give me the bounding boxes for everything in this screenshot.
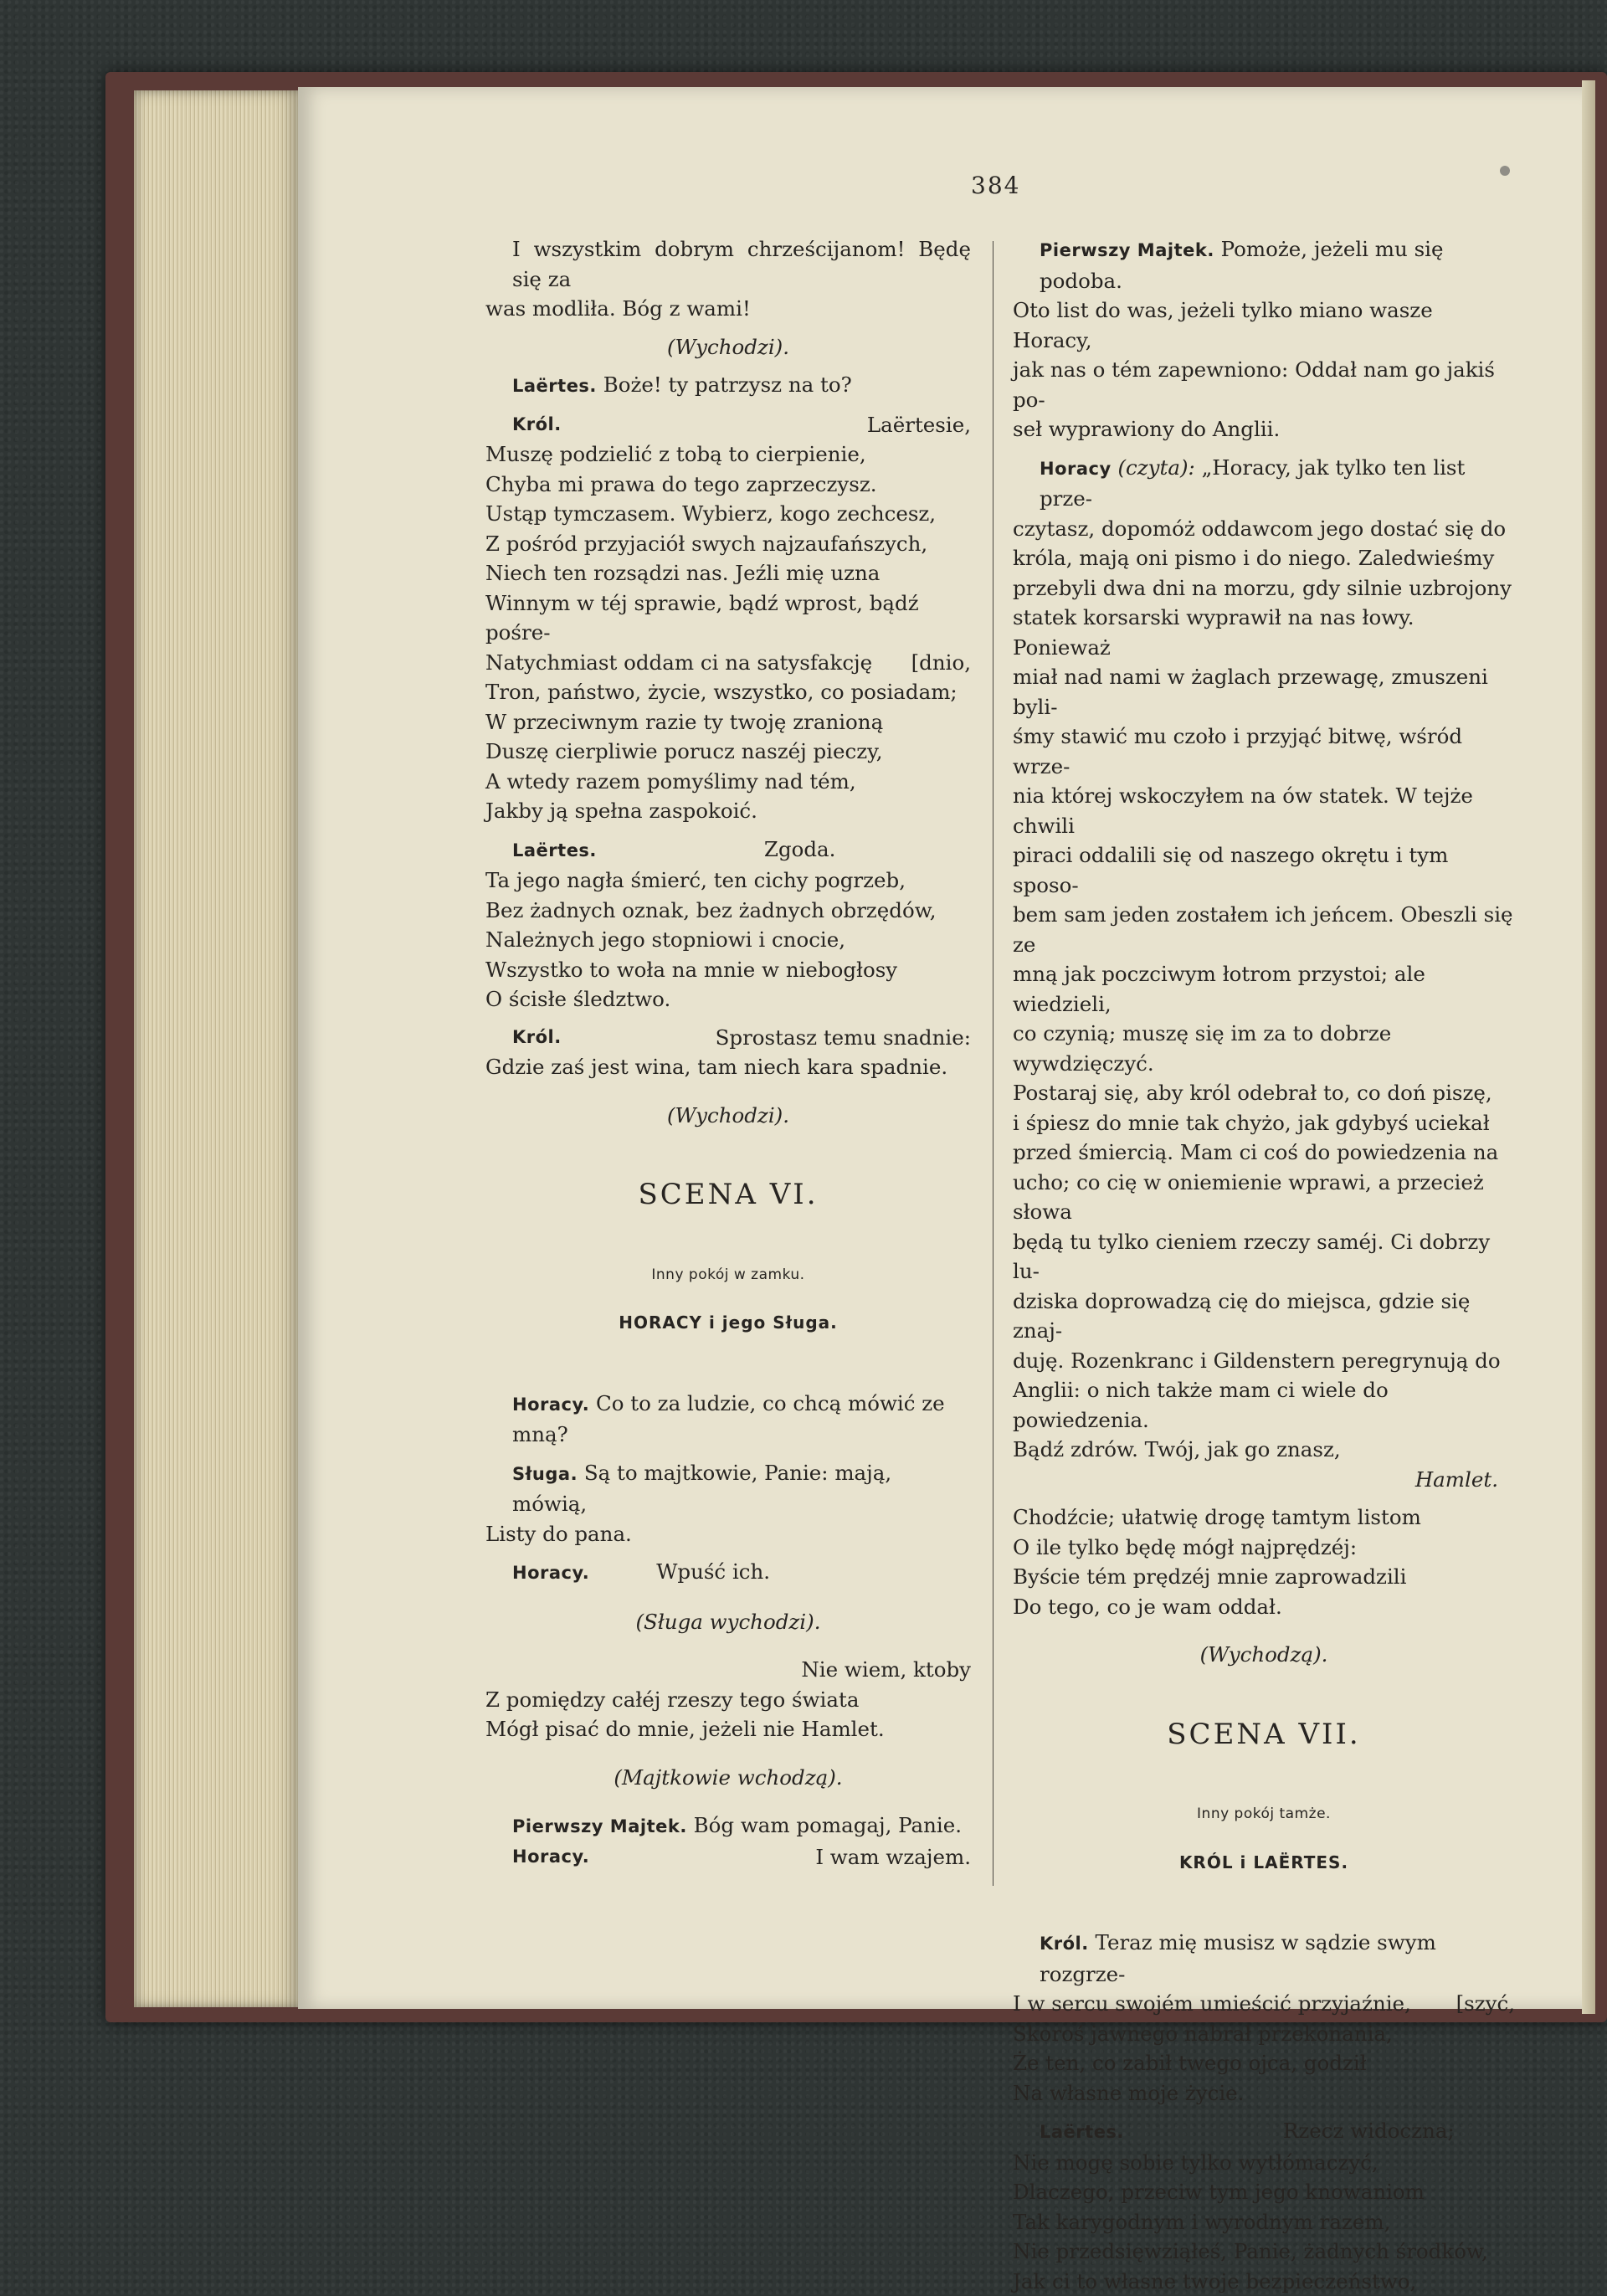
speaker-name: Pierwszy Majtek. xyxy=(512,1816,687,1836)
left-column xyxy=(485,234,971,1872)
page-edges xyxy=(134,90,301,2007)
prose-line: seł wyprawiony do Anglii. xyxy=(1013,414,1515,444)
speaker-name: Król. xyxy=(512,1023,562,1053)
verse-line: Nie mogę sobie tylko wytłómaczyć, xyxy=(1013,2148,1515,2178)
verse-line: Byście tém prędzéj mnie zaprowadzili xyxy=(1013,1562,1515,1592)
prose-line: bem sam jeden zostałem ich jeńcem. Obeszli się ze xyxy=(1013,900,1515,959)
verse-line: Niech ten rozsądzi nas. Jeźli mię uzna xyxy=(485,558,971,588)
verse-line: Chyba mi prawa do tego zaprzeczysz. xyxy=(485,470,971,500)
stage-direction: (Majtkowie wchodzą). xyxy=(485,1763,971,1793)
prose-line: Anglii: o nich także mam ci wiele do powiedzenia. xyxy=(1013,1375,1515,1435)
prose-line: miał nad nami w żaglach przewagę, zmuszeni byli- xyxy=(1013,662,1515,722)
stage-direction: (czyta): xyxy=(1117,455,1194,480)
speaker-name: Horacy xyxy=(1040,459,1112,479)
verse-line: O ile tylko będę mógł najprędzéj: xyxy=(1013,1533,1515,1563)
verse-line: Gdzie zaś jest wina, tam niech kara spadnie. xyxy=(485,1052,971,1082)
scene-characters: HORACY i jego Sługa. xyxy=(485,1308,971,1338)
speech-line xyxy=(485,370,971,402)
speaker-name: Laërtes. xyxy=(512,376,597,396)
prose-line: dziska doprowadzą cię do miejsca, gdzie się znaj- xyxy=(1013,1287,1515,1346)
speaker-name: Pierwszy Majtek. xyxy=(1040,240,1214,260)
letter-signature: Hamlet. xyxy=(1013,1465,1515,1495)
right-column xyxy=(1013,234,1515,2296)
speaker-name: Horacy. xyxy=(512,1842,589,1872)
verse-line: Że ten, co zabił twego ojca, godził xyxy=(1013,2048,1515,2078)
verse-line: Winnym w téj sprawie, bądź wprost, bądź pośre- xyxy=(485,588,971,648)
verse-line: Jakby ją spełna zaspokoić. xyxy=(485,796,971,826)
speaker-name: Laërtes. xyxy=(512,840,597,860)
speech-line xyxy=(1013,234,1515,295)
speaker-name: Laërtes. xyxy=(1040,2122,1124,2142)
speech-line xyxy=(485,410,971,440)
prose-line: jak nas o tém zapewniono: Oddał nam go jakiś po- xyxy=(1013,355,1515,414)
speech-line xyxy=(485,1458,971,1519)
verse-line: Chodźcie; ułatwię drogę tamtym listom xyxy=(1013,1502,1515,1533)
stage-direction: (Wychodzą). xyxy=(1013,1640,1515,1670)
verse-line: Muszę podzielić z tobą to cierpienie, xyxy=(485,439,971,470)
speech-text: Bóg wam pomagaj, Panie. xyxy=(694,1813,962,1837)
verse-block xyxy=(485,439,971,826)
verse-line: Tron, państwo, życie, wszystko, co posiadam; xyxy=(485,677,971,707)
verse-line: Tak karygodnym i wyrodnym razem, xyxy=(1013,2207,1515,2237)
prose-line: Oto list do was, jeżeli tylko miano wasze Horacy, xyxy=(1013,295,1515,355)
prose-line: będą tu tylko cieniem rzeczy saméj. Ci dobrzy lu- xyxy=(1013,1227,1515,1287)
speech-text: Teraz mię musisz w sądzie swym rozgrze- xyxy=(1040,1930,1436,1986)
scene-heading: SCENA VI. xyxy=(485,1180,971,1210)
speech-line xyxy=(485,1811,971,1842)
prose-line: króla, mają oni pismo i do niego. Zaledwieśmy xyxy=(1013,543,1515,573)
speech-text: Są to majtkowie, Panie: mają, mówią, xyxy=(512,1461,891,1517)
speech-line xyxy=(1013,1928,1515,1989)
prose-line: przed śmiercią. Mam ci coś do powiedzenia na xyxy=(1013,1138,1515,1168)
prose-line: co czynią; muszę się im za to dobrze wywdzięczyć. xyxy=(1013,1019,1515,1078)
verse-line: Listy do pana. xyxy=(485,1519,971,1549)
verse-line: Duszę cierpliwie porucz naszéj pieczy, xyxy=(485,737,971,767)
prose-line: i śpiesz do mnie tak chyżo, jak gdybyś uciekał xyxy=(1013,1108,1515,1138)
verse-line: Należnych jego stopniowi i cnocie, xyxy=(485,925,971,955)
prose-line: mną jak poczciwym łotrom przystoi; ale wiedzieli, xyxy=(1013,959,1515,1019)
ink-spot xyxy=(1500,166,1510,176)
verse-text: I w sercu swojém umieścić przyjaźnie, xyxy=(1013,1991,1411,2016)
speech-text: I wam wzajem. xyxy=(815,1842,971,1872)
speech-line xyxy=(485,1023,971,1053)
prose-line: statek korsarski wyprawił na nas łowy. Ponieważ xyxy=(1013,603,1515,662)
verse-line: Wszystko to woła na mnie w niebogłosy xyxy=(485,955,971,985)
scene-characters: KRÓL i LAËRTES. xyxy=(1013,1848,1515,1878)
verse-line xyxy=(1013,1989,1515,2019)
speech-text: Boże! ty patrzysz na to? xyxy=(603,372,852,397)
bracket-continuation: [dnio, xyxy=(911,648,971,678)
stage-direction: (Wychodzi). xyxy=(485,332,971,362)
verse-text: Natychmiast oddam ci na satysfakcję xyxy=(485,650,872,675)
scene-heading: SCENA VII. xyxy=(1013,1720,1515,1750)
speaker-name: Król. xyxy=(512,410,562,440)
speech-line xyxy=(485,1389,971,1450)
speech-text: Laërtesie, xyxy=(867,410,971,440)
prose-line: czytasz, dopomóż oddawcom jego dostać się do xyxy=(1013,514,1515,544)
scene-location: Inny pokój w zamku. xyxy=(485,1261,971,1291)
prose-line: nia której wskoczyłem na ów statek. W tejże chwili xyxy=(1013,781,1515,840)
speech-text: Sprostasz temu snadnie: xyxy=(716,1023,971,1053)
stage-direction: (Wychodzi). xyxy=(485,1101,971,1131)
verse-line: Nie wiem, ktoby xyxy=(485,1655,971,1685)
verse-line: Ustąp tymczasem. Wybierz, kogo zechcesz, xyxy=(485,499,971,529)
speech-line xyxy=(485,1842,971,1872)
verse-line: Mógł pisać do mnie, jeżeli nie Hamlet. xyxy=(485,1714,971,1744)
speech-text: Rzecz widoczna; xyxy=(1283,2119,1455,2143)
speaker-name: Król. xyxy=(1040,1934,1089,1954)
verse-line: A wtedy razem pomyślimy nad tém, xyxy=(485,767,971,797)
speech-text: Zgoda. xyxy=(764,837,836,861)
text-line: I wszystkim dobrym chrześcijanom! Będę się za xyxy=(485,234,971,294)
verse-line: O ścisłe śledztwo. xyxy=(485,984,971,1014)
verse-line: Jak ci to własne twoje bezpieczeństwo, xyxy=(1013,2267,1515,2296)
prose-line: Bądź zdrów. Twój, jak go znasz, xyxy=(1013,1435,1515,1465)
verse-line: Skoroś jawnego nabrał przekonania, xyxy=(1013,2019,1515,2049)
prose-line: duję. Rozenkranc i Gildenstern peregrynują do xyxy=(1013,1346,1515,1376)
prose-line: śmy stawić mu czoło i przyjąć bitwę, wśród wrze- xyxy=(1013,722,1515,781)
page-right-edge xyxy=(1582,80,1595,2014)
speech-line xyxy=(1013,2116,1515,2148)
verse-line: Bez żadnych oznak, bez żadnych obrzędów, xyxy=(485,896,971,926)
text-line: was modliła. Bóg z wami! xyxy=(485,294,971,324)
prose-line: ucho; co cię w oniemienie wprawi, a przecież słowa xyxy=(1013,1168,1515,1227)
speech-line xyxy=(485,1557,971,1589)
verse-line: Na własne moje życie. xyxy=(1013,2078,1515,2109)
speaker-name: Horacy. xyxy=(512,1395,589,1415)
verse-line: W przeciwnym razie ty twoję zranioną xyxy=(485,707,971,737)
speech-text: Wpuść ich. xyxy=(656,1559,770,1584)
speech-line xyxy=(485,835,971,866)
prose-line: Postaraj się, aby król odebrał to, co doń piszę, xyxy=(1013,1078,1515,1108)
verse-line: Z pomiędzy całéj rzeszy tego świata xyxy=(485,1685,971,1715)
stage-direction: (Sługa wychodzi). xyxy=(485,1607,971,1637)
verse-line xyxy=(485,648,971,678)
bracket-continuation: [szyć, xyxy=(1456,1989,1515,2019)
page-number: 384 xyxy=(971,172,1020,199)
speech-text: Co to za ludzie, co chcą mówić ze mną? xyxy=(512,1391,945,1447)
prose-line: piraci oddalili się od naszego okrętu i tym sposo- xyxy=(1013,840,1515,900)
scene-location: Inny pokój tamże. xyxy=(1013,1800,1515,1830)
speech-text: „Horacy, jak tylko ten list prze- xyxy=(1040,455,1465,511)
prose-line: przebyli dwa dni na morzu, gdy silnie uzbrojony xyxy=(1013,573,1515,604)
verse-line: Z pośród przyjaciół swych najzaufańszych, xyxy=(485,529,971,559)
speaker-name: Horacy. xyxy=(512,1563,589,1583)
speech-line xyxy=(1013,453,1515,514)
verse-line: Do tego, co je wam oddał. xyxy=(1013,1592,1515,1622)
verse-line: Dlaczego, przeciw tym jego knowaniom xyxy=(1013,2177,1515,2207)
verse-line: Ta jego nagła śmierć, ten cichy pogrzeb, xyxy=(485,865,971,896)
speaker-name: Sługa. xyxy=(512,1464,578,1484)
verse-line: Nie przedsięwziąłeś, Panie, żadnych środków, xyxy=(1013,2237,1515,2267)
speech-text: Pomoże, jeżeli mu się podoba. xyxy=(1040,237,1444,293)
